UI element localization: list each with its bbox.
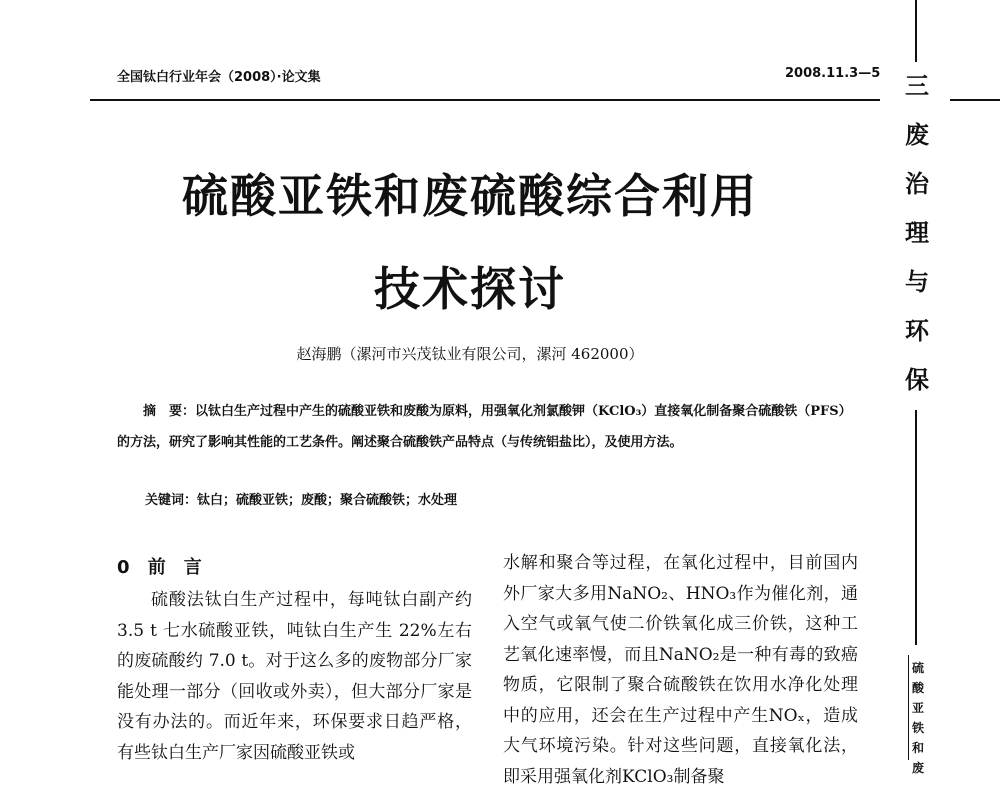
sidebar-char: 和 [911, 741, 924, 755]
sidebar-line-top [915, 0, 917, 62]
sidebar-char: 理 [905, 219, 929, 247]
title-line-2: 技术探讨 [374, 262, 566, 316]
keywords-label: 关键词： [145, 493, 198, 508]
sidebar-char: 环 [905, 317, 929, 345]
sidebar-char: 三 [905, 72, 929, 100]
sidebar-char: 保 [905, 366, 929, 394]
keywords-text: 钛白；硫酸亚铁；废酸；聚合硫酸铁；水处理 [197, 493, 458, 508]
abstract-label: 摘 要： [143, 404, 196, 419]
sidebar-char: 治 [905, 170, 929, 198]
sidebar-char: 酸 [911, 681, 924, 695]
sidebar-char: 废 [905, 121, 929, 149]
sidebar-line-bottom [908, 655, 909, 760]
body-left-column: 硫酸法钛白生产过程中，每吨钛白副产约 3.5 t 七水硫酸亚铁，吨钛白生产生 22%左右的废硫酸约 7.0 t。对于这么多的废物部分厂家能处理一部分（回收或外卖），但大部分厂家是没有办法的。而近年来，环保要求日趋严格，有些钛白生产厂家因硫酸亚铁或 [117, 590, 472, 763]
title-line-1: 硫酸亚铁和废硫酸综合利用 [182, 169, 758, 223]
sidebar-line-middle [915, 410, 917, 645]
sidebar-char: 铁 [911, 721, 924, 735]
sidebar-char: 与 [905, 268, 929, 296]
sidebar-column-title [903, 62, 931, 405]
header-rule-right [950, 99, 1000, 101]
sidebar-char: 亚 [911, 701, 924, 715]
keywords [145, 489, 457, 508]
header-rule [90, 99, 880, 101]
sidebar-article-title [910, 658, 926, 778]
abstract-text: 以钛白生产过程中产生的硫酸亚铁和废酸为原料，用强氧化剂氯酸钾（KClO₃）直接氧化制备聚合硫酸铁（PFS）的方法，研究了影响其性能的工艺条件。阐述聚合硫酸铁产品特点（与传统铝盐比），及使用方法。 [117, 404, 852, 450]
abstract [117, 396, 862, 458]
section-heading: 0 前 言 [117, 557, 202, 578]
sidebar-char: 硫 [911, 661, 924, 675]
sidebar-char: 废 [911, 761, 924, 775]
conference-date: 2008.11.3—5 [785, 66, 881, 81]
body-right-column: 水解和聚合等过程，在氧化过程中，目前国内外厂家大多用NaNO₂、HNO₃作为催化剂，通入空气或氧气使二价铁氧化成三价铁，这种工艺氧化速率慢，而且NaNO₂是一种有毒的致癌物质，它限制了聚合硫酸铁在饮用水净化处理中的应用，还会在生产过程中产生NOₓ，造成大气环境污染。针对这些问题，直接氧化法，即采用强氧化剂KClO₃制备聚 [503, 553, 858, 787]
journal-header: 全国钛白行业年会（2008）·论文集 [117, 70, 321, 85]
author-affiliation: 赵海鹏（漯河市兴茂钛业有限公司，漯河 462000） [296, 345, 644, 363]
